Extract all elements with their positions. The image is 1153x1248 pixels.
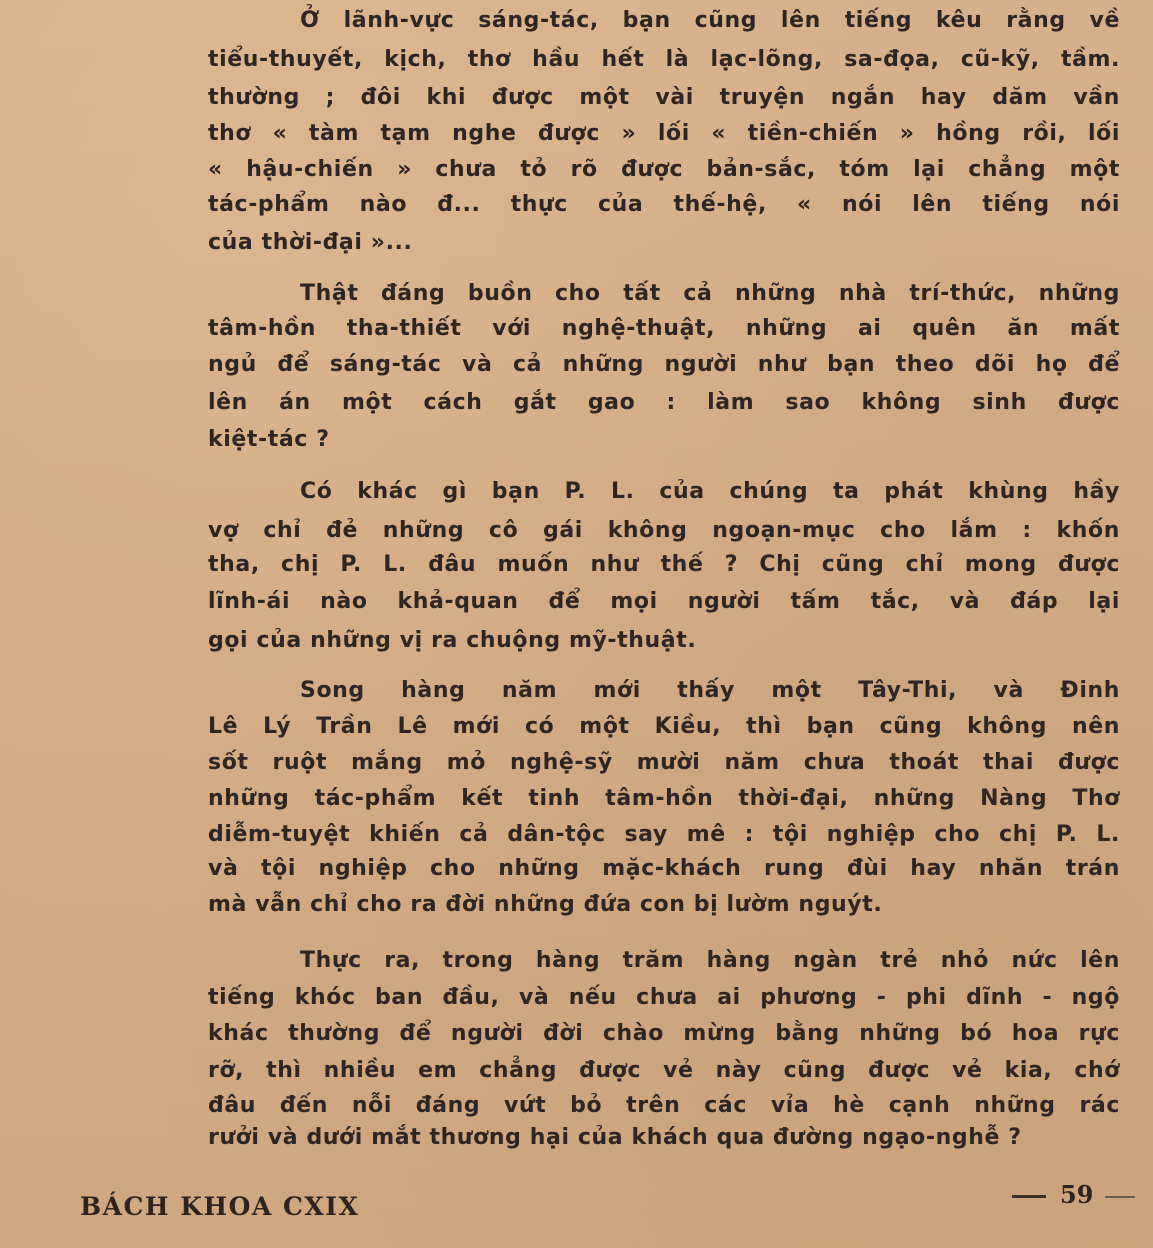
text-line: rưởi và dưới mắt thương hại của khách qua đường ngạo-nghễ ? (208, 1125, 1022, 1150)
text-line: thơ « tàm tạm nghe được » lối « tiền-chiến » hồng rồi, lối (208, 121, 1120, 146)
text-line: tha, chị P. L. đâu muốn như thế ? Chị cũng chỉ mong được (208, 552, 1120, 577)
text-line: Lê Lý Trần Lê mới có một Kiều, thì bạn cũng không nên (208, 714, 1120, 739)
text-line: những tác-phẩm kết tinh tâm-hồn thời-đại, những Nàng Thơ (208, 786, 1120, 811)
text-line: « hậu-chiến » chưa tỏ rõ được bản-sắc, tóm lại chẳng một (208, 157, 1120, 182)
text-line: Có khác gì bạn P. L. của chúng ta phát khùng hầy (300, 479, 1120, 504)
text-line: tiếng khóc ban đầu, và nếu chưa ai phương - phi dĩnh - ngộ (208, 985, 1120, 1010)
text-line: ngủ để sáng-tác và cả những người như bạn theo dõi họ để (208, 352, 1120, 377)
text-line: kiệt-tác ? (208, 427, 330, 452)
text-line: vợ chỉ đẻ những cô gái không ngoạn-mục cho lắm : khốn (208, 518, 1120, 543)
text-line: của thời-đại »... (208, 230, 413, 255)
text-line: rỡ, thì nhiều em chẳng được vẻ này cũng được vẻ kia, chớ (208, 1058, 1120, 1083)
text-line: khác thường để người đời chào mừng bằng những bó hoa rực (208, 1021, 1120, 1046)
text-line: Thật đáng buồn cho tất cả những nhà trí-thức, những (300, 281, 1120, 306)
text-line: và tội nghiệp cho những mặc-khách rung đùi hay nhăn trán (208, 856, 1120, 881)
text-line: tác-phẩm nào đ... thực của thế-hệ, « nói lên tiếng nói (208, 192, 1120, 217)
text-line: diễm-tuyệt khiến cả dân-tộc say mê : tội nghiệp cho chị P. L. (208, 822, 1120, 847)
text-line: đâu đến nỗi đáng vứt bỏ trên các vỉa hè cạnh những rác (208, 1093, 1120, 1118)
text-line: thường ; đôi khi được một vài truyện ngắn hay dăm vần (208, 85, 1120, 110)
text-line: mà vẫn chỉ cho ra đời những đứa con bị lườm nguýt. (208, 892, 883, 917)
text-line: lên án một cách gắt gao : làm sao không sinh được (208, 390, 1120, 415)
text-line: Ở lãnh-vực sáng-tác, bạn cũng lên tiếng kêu rằng về (300, 8, 1120, 33)
dash-divider (1105, 1196, 1135, 1198)
text-line: sốt ruột mắng mỏ nghệ-sỹ mười năm chưa thoát thai được (208, 750, 1120, 775)
text-line: tâm-hồn tha-thiết với nghệ-thuật, những ai quên ăn mất (208, 316, 1120, 341)
journal-footer: BÁCH KHOA CXIX (80, 1192, 360, 1221)
page-number: 59 (1060, 1180, 1094, 1209)
text-line: gọi của những vị ra chuộng mỹ-thuật. (208, 628, 697, 653)
text-line: Song hàng năm mới thấy một Tây-Thi, và Đinh (300, 678, 1120, 703)
text-line: lĩnh-ái nào khả-quan để mọi người tấm tắc, và đáp lại (208, 589, 1120, 614)
page-number-group (1012, 1180, 1135, 1209)
text-line: Thực ra, trong hàng trăm hàng ngàn trẻ nhỏ nức lên (300, 948, 1120, 973)
text-line: tiểu-thuyết, kịch, thơ hầu hết là lạc-lõng, sa-đọa, cũ-kỹ, tầm. (208, 47, 1120, 72)
dash-divider (1012, 1195, 1046, 1198)
